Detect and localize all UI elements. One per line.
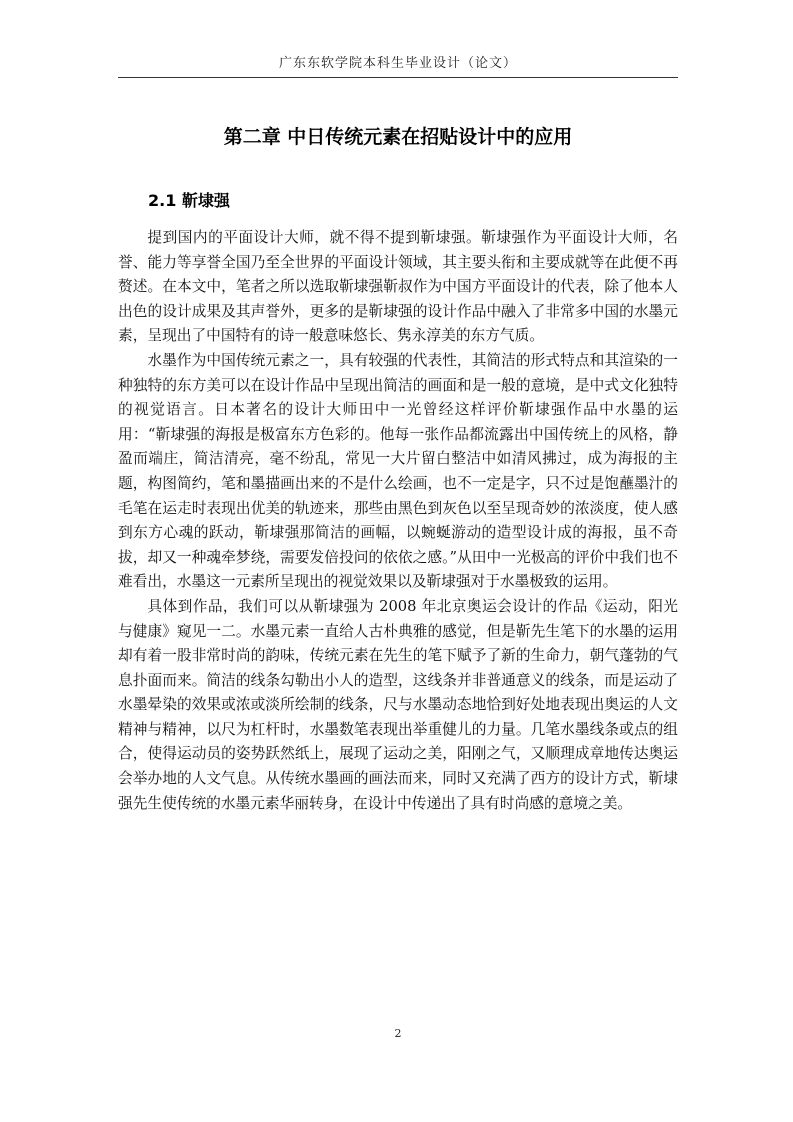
- section-heading: 2.1 靳埭强: [148, 191, 230, 210]
- body-text: [118, 226, 678, 816]
- paragraph-3: 具体到作品，我们可以从靳埭强为 2008 年北京奥运会设计的作品《运动，阳光与健康》窥见一二。水墨元素一直给人古朴典雅的感觉，但是靳先生笔下的水墨的运用却有着一股非常时尚的韵味，传统元素在先生的笔下赋予了新的生命力，朝气蓬勃的气息扑面而来。简洁的线条勾勒出小人的造型，这线条并非普通意义的线条，而是运动了水墨晕染的效果或浓或淡所绘制的线条，尺与水墨动态地恰到好处地表现出奥运的人文精神与精神，以尺为杠杆时，水墨数笔表现出举重健儿的力量。几笔水墨线条或点的组合，使得运动员的姿势跃然纸上，展现了运动之美，阳刚之气，又顺理成章地传达奥运会举办地的人文气息。从传统水墨画的画法而来，同时又充满了西方的设计方式，靳埭强先生使传统的水墨元素华丽转身，在设计中传递出了具有时尚感的意境之美。: [118, 597, 678, 812]
- page-number: 2: [394, 1027, 402, 1040]
- chapter-title: 第二章 中日传统元素在招贴设计中的应用: [223, 126, 573, 148]
- paragraph-1: 提到国内的平面设计大师，就不得不提到靳埭强。靳埭强作为平面设计大师，名誉、能力等享誉全国乃至全世界的平面设计领域，其主要头衔和主要成就等在此便不再赘述。在本文中，笔者之所以选取靳埭强靳叔作为中国方平面设计的代表，除了他本人出色的设计成果及其声誉外，更多的是靳埭强的设计作品中融入了非常多中国的水墨元素，呈现出了中国特有的诗一般意味悠长、隽永淳美的东方气质。: [118, 229, 678, 345]
- page-header: 广东东软学院本科生毕业设计（论文）: [278, 56, 517, 71]
- header-divider: [118, 77, 678, 78]
- paragraph-2: 水墨作为中国传统元素之一，具有较强的代表性，其简洁的形式特点和其渲染的一种独特的东方美可以在设计作品中呈现出简洁的画面和是一般的意境，是中式文化独特的视觉语言。日本著名的设计大师田中一光曾经这样评价靳埭强作品中水墨的运用：“靳埭强的海报是极富东方色彩的。他每一张作品都流露出中国传统上的风格，静盈而端庄，简洁清亮，毫不纷乱，常见一大片留白整洁中如清风拂过，成为海报的主题，构图简约，笔和墨描画出来的不是什么绘画，也不一定是字，只不过是饱蘸墨汁的毛笔在运走时表现出优美的轨迹来，那些由黑色到灰色以至呈现奇妙的浓淡度，使人感到东方心魂的跃动，靳埭强那简洁的画幅，以蜿蜒游动的造型设计成的海报，虽不奇拔，却又一种魂牵梦绕，需要发倍投问的依依之感。”从田中一光极高的评价中我们也不难看出，水墨这一元素所呈现出的视觉效果以及靳埭强对于水墨极致的运用。: [118, 351, 678, 591]
